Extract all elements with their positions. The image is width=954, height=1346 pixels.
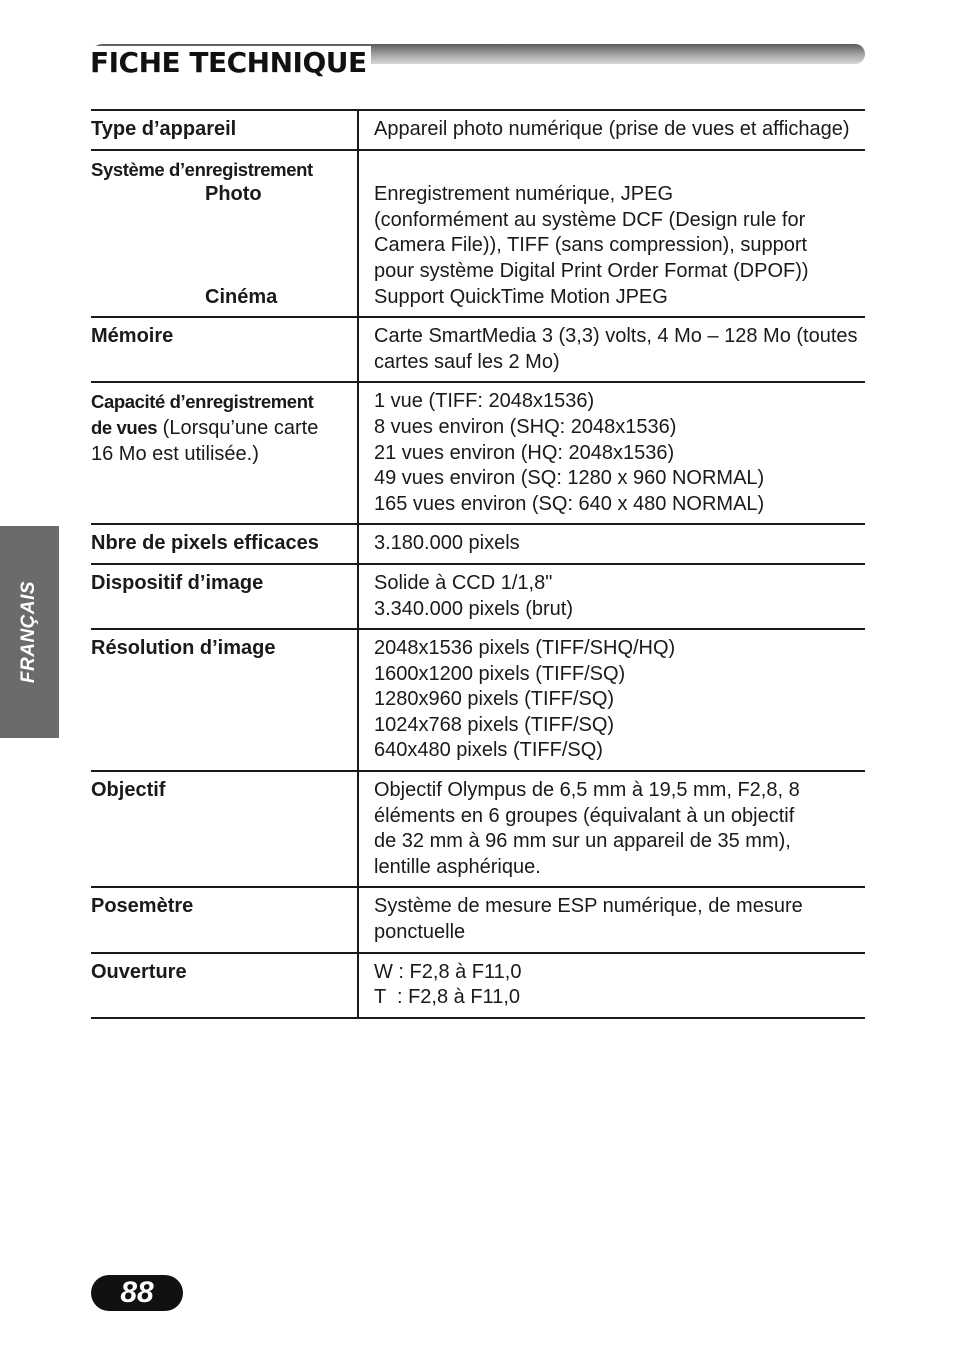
spec-row-capacite xyxy=(91,382,865,524)
spec-value-line: (conformément au système DCF (Design rule for xyxy=(374,208,806,231)
spec-value-line: éléments en 6 groupes (équivalant à un objectif xyxy=(374,804,795,827)
spec-value-cell xyxy=(358,771,865,887)
spec-value-line: 3.340.000 pixels (brut) xyxy=(374,597,574,620)
spec-value-line: Camera File)), TIFF (sans compression), support xyxy=(374,234,808,257)
spec-row-dispositif-image xyxy=(91,564,865,629)
spec-value: Appareil photo numérique (prise de vues et affichage) xyxy=(358,110,865,150)
spacer xyxy=(91,233,353,259)
spec-row-memoire xyxy=(91,317,865,382)
spacer xyxy=(91,259,353,285)
spec-value-line: 1600x1200 pixels (TIFF/SQ) xyxy=(374,662,626,685)
spec-label: Ouverture xyxy=(91,960,187,983)
spec-value-cell xyxy=(358,564,865,629)
spec-value-line: 1280x960 pixels (TIFF/SQ) xyxy=(374,688,615,711)
spec-value-line: lentille asphérique. xyxy=(374,855,541,878)
spec-value-line: 8 vues environ (SHQ: 2048x1536) xyxy=(374,415,677,438)
spec-label-bold: de vues xyxy=(91,416,158,438)
spec-label-note: (Lorsqu’une carte xyxy=(157,416,319,439)
spec-value-line: 49 vues environ (SQ: 1280 x 960 NORMAL) xyxy=(374,467,765,490)
spec-row-ouverture xyxy=(91,953,865,1018)
spec-label: Résolution d’image xyxy=(91,637,276,660)
specifications-table xyxy=(91,109,865,1019)
spec-value-line: 1024x768 pixels (TIFF/SQ) xyxy=(374,713,615,736)
spec-value-line: 1 vue (TIFF: 2048x1536) xyxy=(374,390,595,413)
spec-label: Nbre de pixels efficaces xyxy=(91,532,319,555)
spec-value-line: T : F2,8 à F11,0 xyxy=(374,986,520,1009)
spec-label: Système d’enregistrement xyxy=(91,158,313,180)
spec-value-cell xyxy=(358,887,865,952)
spacer xyxy=(374,157,863,183)
spec-value-cell xyxy=(358,629,865,771)
spec-row-type-appareil xyxy=(91,110,865,150)
spec-value-line: 2048x1536 pixels (TIFF/SHQ/HQ) xyxy=(374,637,676,660)
language-side-tab xyxy=(0,526,59,738)
spec-value-line: W : F2,8 à F11,0 xyxy=(374,960,522,983)
language-side-tab-label: FRANÇAIS xyxy=(18,580,39,684)
spec-value: 3.180.000 pixels xyxy=(358,524,865,564)
spec-label: Type d’appareil xyxy=(91,118,237,140)
spec-label: Objectif xyxy=(91,779,166,802)
spec-value-line: 640x480 pixels (TIFF/SQ) xyxy=(374,739,603,762)
spec-value-line: pour système Digital Print Order Format (DPOF)) xyxy=(374,259,809,282)
spec-label-cell xyxy=(91,382,358,524)
spec-value: Carte SmartMedia 3 (3,3) volts, 4 Mo – 128 Mo (toutes cartes sauf les 2 Mo) xyxy=(358,317,865,382)
spec-label-cell xyxy=(91,150,358,318)
spec-value-line: Enregistrement numérique, JPEG xyxy=(374,183,674,206)
spec-value-line: de 32 mm à 96 mm sur un appareil de 35 mm), xyxy=(374,830,791,853)
spec-row-pixels-efficaces xyxy=(91,524,865,564)
spec-value-line: ponctuelle xyxy=(374,921,466,944)
spec-value-line: 165 vues environ (SQ: 640 x 480 NORMAL) xyxy=(374,492,765,515)
spec-label: Dispositif d’image xyxy=(91,571,264,594)
spec-value-cell xyxy=(358,150,865,318)
spec-row-resolution-image xyxy=(91,629,865,771)
spec-value-line: Objectif Olympus de 6,5 mm à 19,5 mm, F2,8, 8 xyxy=(374,779,800,802)
spec-label: Capacité d’enregistrement xyxy=(91,391,314,413)
spec-label: Mémoire xyxy=(91,325,174,348)
spec-value-line: Solide à CCD 1/1,8" xyxy=(374,571,553,594)
spec-label-note: 16 Mo est utilisée.) xyxy=(91,442,259,465)
spec-row-systeme-enregistrement xyxy=(91,150,865,318)
spec-value-line: Support QuickTime Motion JPEG xyxy=(374,285,668,308)
spec-value-cell xyxy=(358,382,865,524)
spacer xyxy=(91,208,353,234)
spec-value-cell xyxy=(358,953,865,1018)
page-number-badge: 88 xyxy=(91,1275,183,1311)
spec-sub-label-cinema: Cinéma xyxy=(205,285,278,308)
spec-row-posemetre xyxy=(91,887,865,952)
spec-row-objectif xyxy=(91,771,865,887)
spec-value-line: Système de mesure ESP numérique, de mesure xyxy=(374,895,803,918)
spec-value-line: 21 vues environ (HQ: 2048x1536) xyxy=(374,441,675,464)
page-title: FICHE TECHNIQUE xyxy=(90,46,371,80)
spec-label: Posemètre xyxy=(91,895,194,918)
spec-sub-label-photo: Photo xyxy=(205,183,262,206)
